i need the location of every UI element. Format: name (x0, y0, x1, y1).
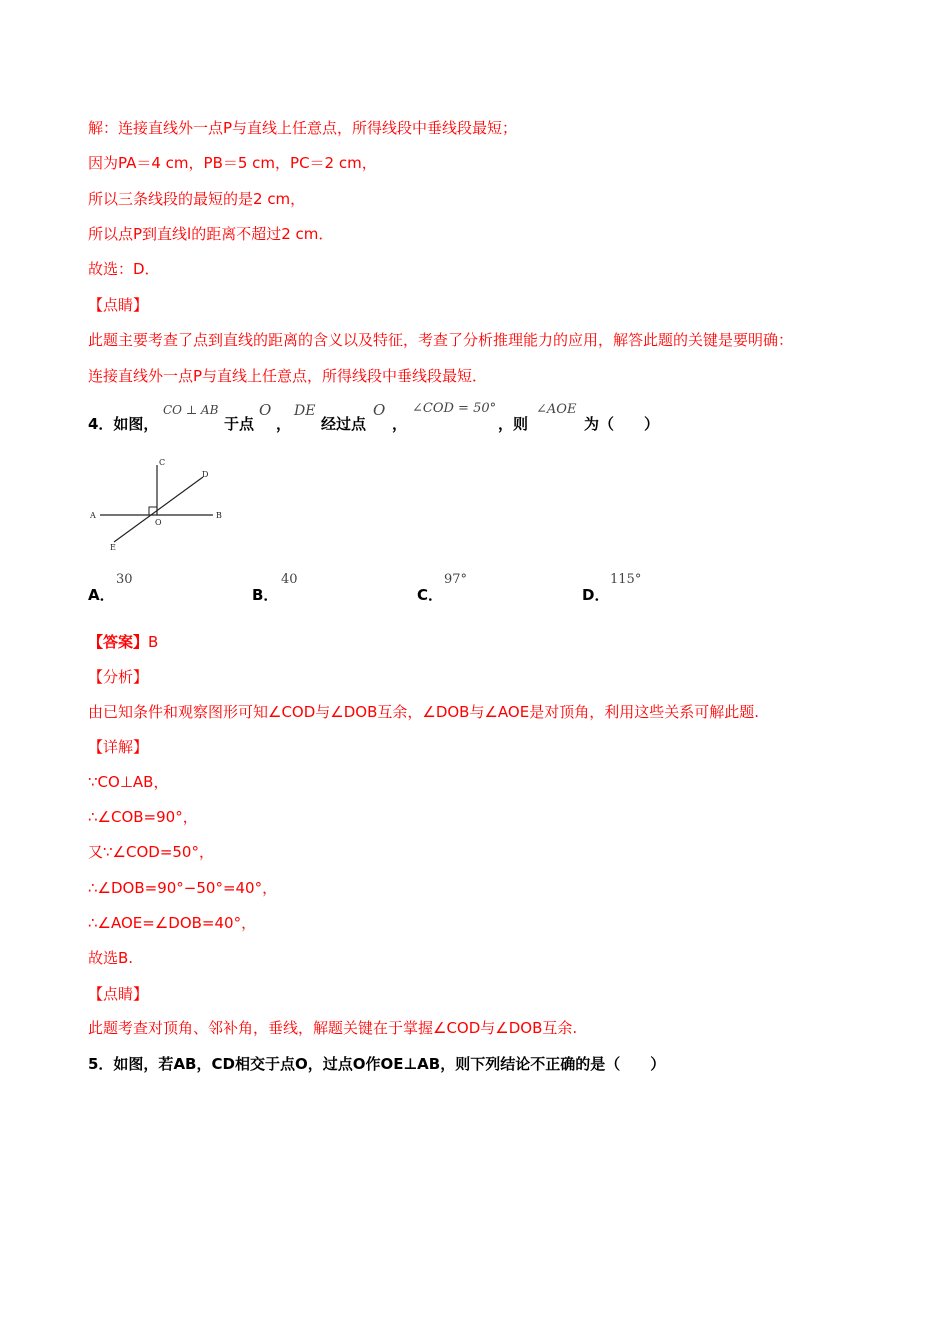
detail-step-4: ∴∠DOB=90°−50°=40°， (88, 879, 278, 897)
q4-text-6: 为（ ） (584, 415, 660, 433)
comment-text: 此题考查对顶角、邻补角，垂线，解题关键在于掌握∠COD与∠DOB互余. (88, 1019, 578, 1037)
q4-math-o1: O (259, 401, 272, 419)
option-a-value: 30 (116, 572, 133, 587)
q4-text-3: 经过点 (321, 415, 367, 433)
solution-comment-line-2: 连接直线外一点P与直线上任意点，所得线段中垂线段最短． (88, 367, 488, 385)
detail-header: 【详解】 (88, 738, 149, 756)
q4-text-4: ， (392, 415, 408, 433)
q4-text-1: 于点 (224, 415, 255, 433)
label-a: A (90, 511, 96, 520)
question-5: 5．如图，若AB，CD相交于点O，过点O作OE⊥AB，则下列结论不正确的是（ ） (88, 1055, 666, 1073)
q4-geometry-figure (88, 455, 228, 555)
label-e: E (110, 543, 116, 552)
q4-prefix: 4．如图， (88, 415, 159, 433)
option-b-letter[interactable]: B． (252, 586, 279, 604)
answer-header: 【答案】 (88, 633, 149, 651)
solution-line-3: 所以三条线段的最短的是2 cm， (88, 190, 306, 208)
q4-math-perpendicular: CO ⊥ AB (163, 403, 219, 417)
answer-value: B (148, 633, 159, 651)
solution-comment-header: 【点睛】 (88, 296, 149, 314)
detail-choice: 故选B. (88, 949, 134, 967)
line-de (114, 477, 203, 542)
solution-choice: 故选：D． (88, 260, 160, 278)
option-c-letter[interactable]: C． (417, 586, 444, 604)
q4-text-5: ，则 (498, 415, 529, 433)
q4-math-angle-aoe: ∠AOE (536, 402, 577, 417)
answer-line (88, 632, 158, 652)
detail-step-1: ∵CO⊥AB， (88, 773, 169, 791)
detail-step-5: ∴∠AOE=∠DOB=40°， (88, 914, 257, 932)
solution-line-4: 所以点P到直线l的距离不超过2 cm． (88, 225, 334, 243)
label-d: D (202, 470, 209, 479)
comment-header: 【点睛】 (88, 985, 149, 1003)
detail-step-2: ∴∠COB=90°， (88, 808, 198, 826)
solution-line-1: 解：连接直线外一点P与直线上任意点，所得线段中垂线段最短； (88, 119, 518, 137)
detail-step-3: 又∵∠COD=50°， (88, 843, 214, 861)
q4-math-angle-cod: ∠COD = 50° (412, 401, 497, 416)
option-d-value: 115° (610, 572, 642, 587)
solution-line-2: 因为PA＝4 cm，PB＝5 cm，PC＝2 cm， (88, 154, 377, 172)
q4-math-o2: O (373, 401, 386, 419)
option-a-letter[interactable]: A． (88, 586, 115, 604)
option-b-value: 40 (281, 572, 298, 587)
option-d-letter[interactable]: D． (582, 586, 610, 604)
analysis-header: 【分析】 (88, 668, 149, 686)
analysis-text: 由已知条件和观察图形可知∠COD与∠DOB互余，∠DOB与∠AOE是对顶角，利用这些关系可解此题. (88, 703, 759, 721)
solution-comment-line-1: 此题主要考查了点到直线的距离的含义以及特征，考查了分析推理能力的应用，解答此题的关键是要明确： (88, 331, 794, 349)
q4-math-de: DE (294, 403, 316, 419)
label-c: C (159, 458, 166, 467)
option-c-value: 97° (444, 572, 468, 587)
label-b: B (216, 511, 222, 520)
label-o: O (155, 518, 162, 527)
q4-text-2: ， (276, 415, 292, 433)
